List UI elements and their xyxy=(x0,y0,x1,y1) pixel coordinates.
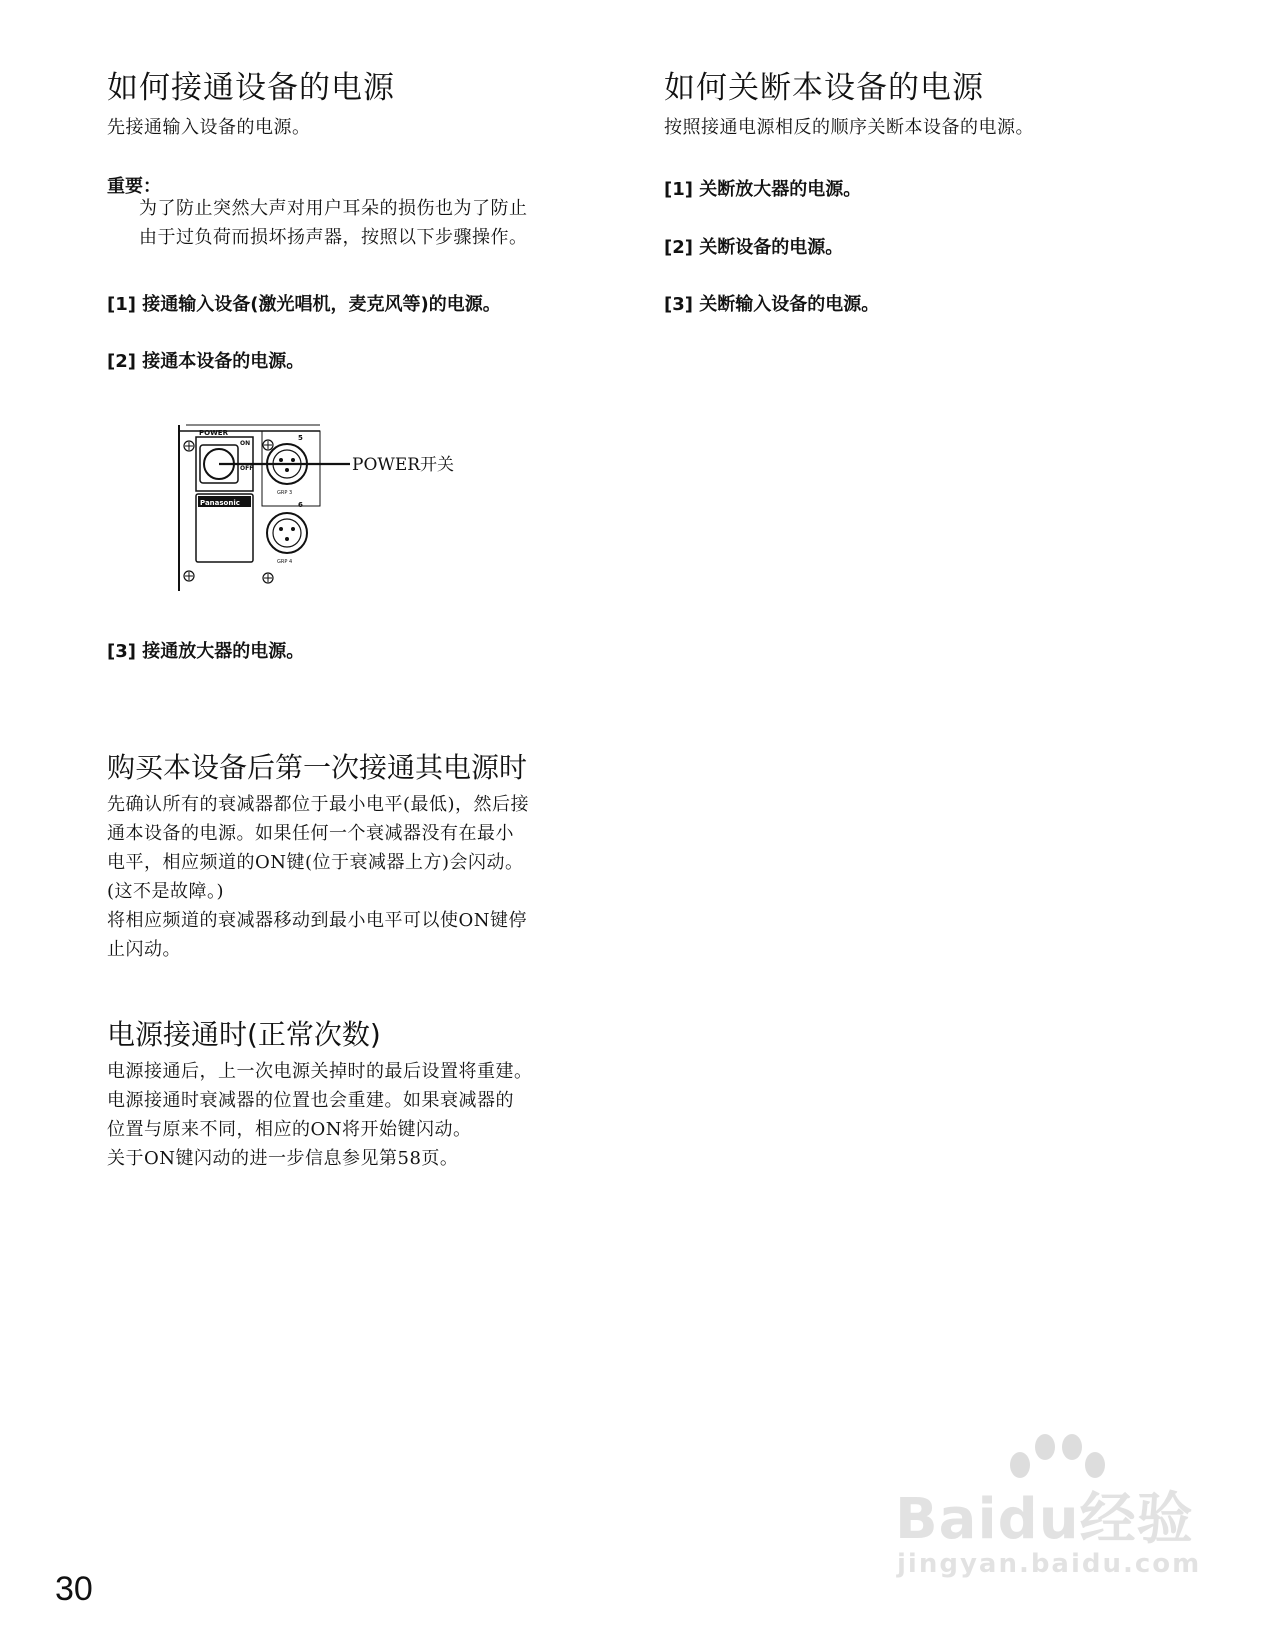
important-note xyxy=(107,194,649,252)
power-on-step-3: [3] 接通放大器的电源。 xyxy=(107,641,305,662)
watermark-url: jingyan.baidu.com xyxy=(897,1549,1202,1579)
normal-power-on-body xyxy=(107,1057,617,1173)
normal-power-on-title: 电源接通时(正常次数) xyxy=(107,1018,381,1051)
power-on-intro: 先接通输入设备的电源。 xyxy=(107,117,311,138)
screw-icon xyxy=(184,571,194,581)
power-switch-figure xyxy=(178,423,498,602)
body-line: 先确认所有的衰减器都位于最小电平(最低)，然后接 xyxy=(107,794,530,815)
body-line: 止闪动。 xyxy=(107,939,181,960)
screw-icon xyxy=(184,441,194,451)
screw-icon xyxy=(263,573,273,583)
power-on-step-1: [1] 接通输入设备(激光唱机，麦克风等)的电源。 xyxy=(107,294,501,315)
body-line: 将相应频道的衰减器移动到最小电平可以使ON键停 xyxy=(107,910,528,931)
important-label: 重要： xyxy=(107,176,161,197)
grp4-label: GRP 4 xyxy=(277,559,293,565)
body-line: 电平，相应频道的ON键(位于衰减器上方)会闪动。 xyxy=(107,852,524,873)
first-power-on-body xyxy=(107,790,617,964)
first-power-on-title: 购买本设备后第一次接通其电源时 xyxy=(107,751,528,784)
power-off-step-2: [2] 关断设备的电源。 xyxy=(664,237,844,258)
power-off-step-1: [1] 关断放大器的电源。 xyxy=(664,179,862,200)
power-off-intro: 按照接通电源相反的顺序关断本设备的电源。 xyxy=(664,117,1034,138)
body-line: (这不是故障。) xyxy=(107,881,225,902)
body-line: 位置与原来不同，相应的ON将开始键闪动。 xyxy=(107,1119,472,1140)
body-line: 通本设备的电源。如果任何一个衰减器没有在最小 xyxy=(107,823,514,844)
channel-6-label: 6 xyxy=(298,501,303,509)
power-on-title: 如何接通设备的电源 xyxy=(107,70,395,106)
page-number: 30 xyxy=(55,1570,93,1608)
body-line: 关于ON键闪动的进一步信息参见第58页。 xyxy=(107,1148,459,1169)
rear-panel-drawing xyxy=(178,423,498,598)
body-line: 电源接通后，上一次电源关掉时的最后设置将重建。 xyxy=(107,1061,533,1082)
power-off-title: 如何关断本设备的电源 xyxy=(664,70,984,106)
power-on-step-2: [2] 接通本设备的电源。 xyxy=(107,351,305,372)
important-line: 为了防止突然大声对用户耳朵的损伤也为了防止 xyxy=(139,198,528,219)
screw-icon xyxy=(263,440,273,450)
important-line: 由于过负荷而损坏扬声器，按照以下步骤操作。 xyxy=(139,227,528,248)
brand-label: Panasonic xyxy=(200,499,240,507)
on-label: ON xyxy=(240,440,251,447)
power-label: POWER xyxy=(199,429,228,437)
power-off-step-3: [3] 关断输入设备的电源。 xyxy=(664,294,880,315)
off-label: OFF xyxy=(240,465,254,472)
grp3-label: GRP 3 xyxy=(277,490,293,496)
power-switch-callout: POWER开关 xyxy=(352,455,455,475)
channel-5-label: 5 xyxy=(298,434,303,442)
watermark-main-text: Baidu经验 xyxy=(895,1487,1194,1552)
body-line: 电源接通时衰减器的位置也会重建。如果衰减器的 xyxy=(107,1090,514,1111)
